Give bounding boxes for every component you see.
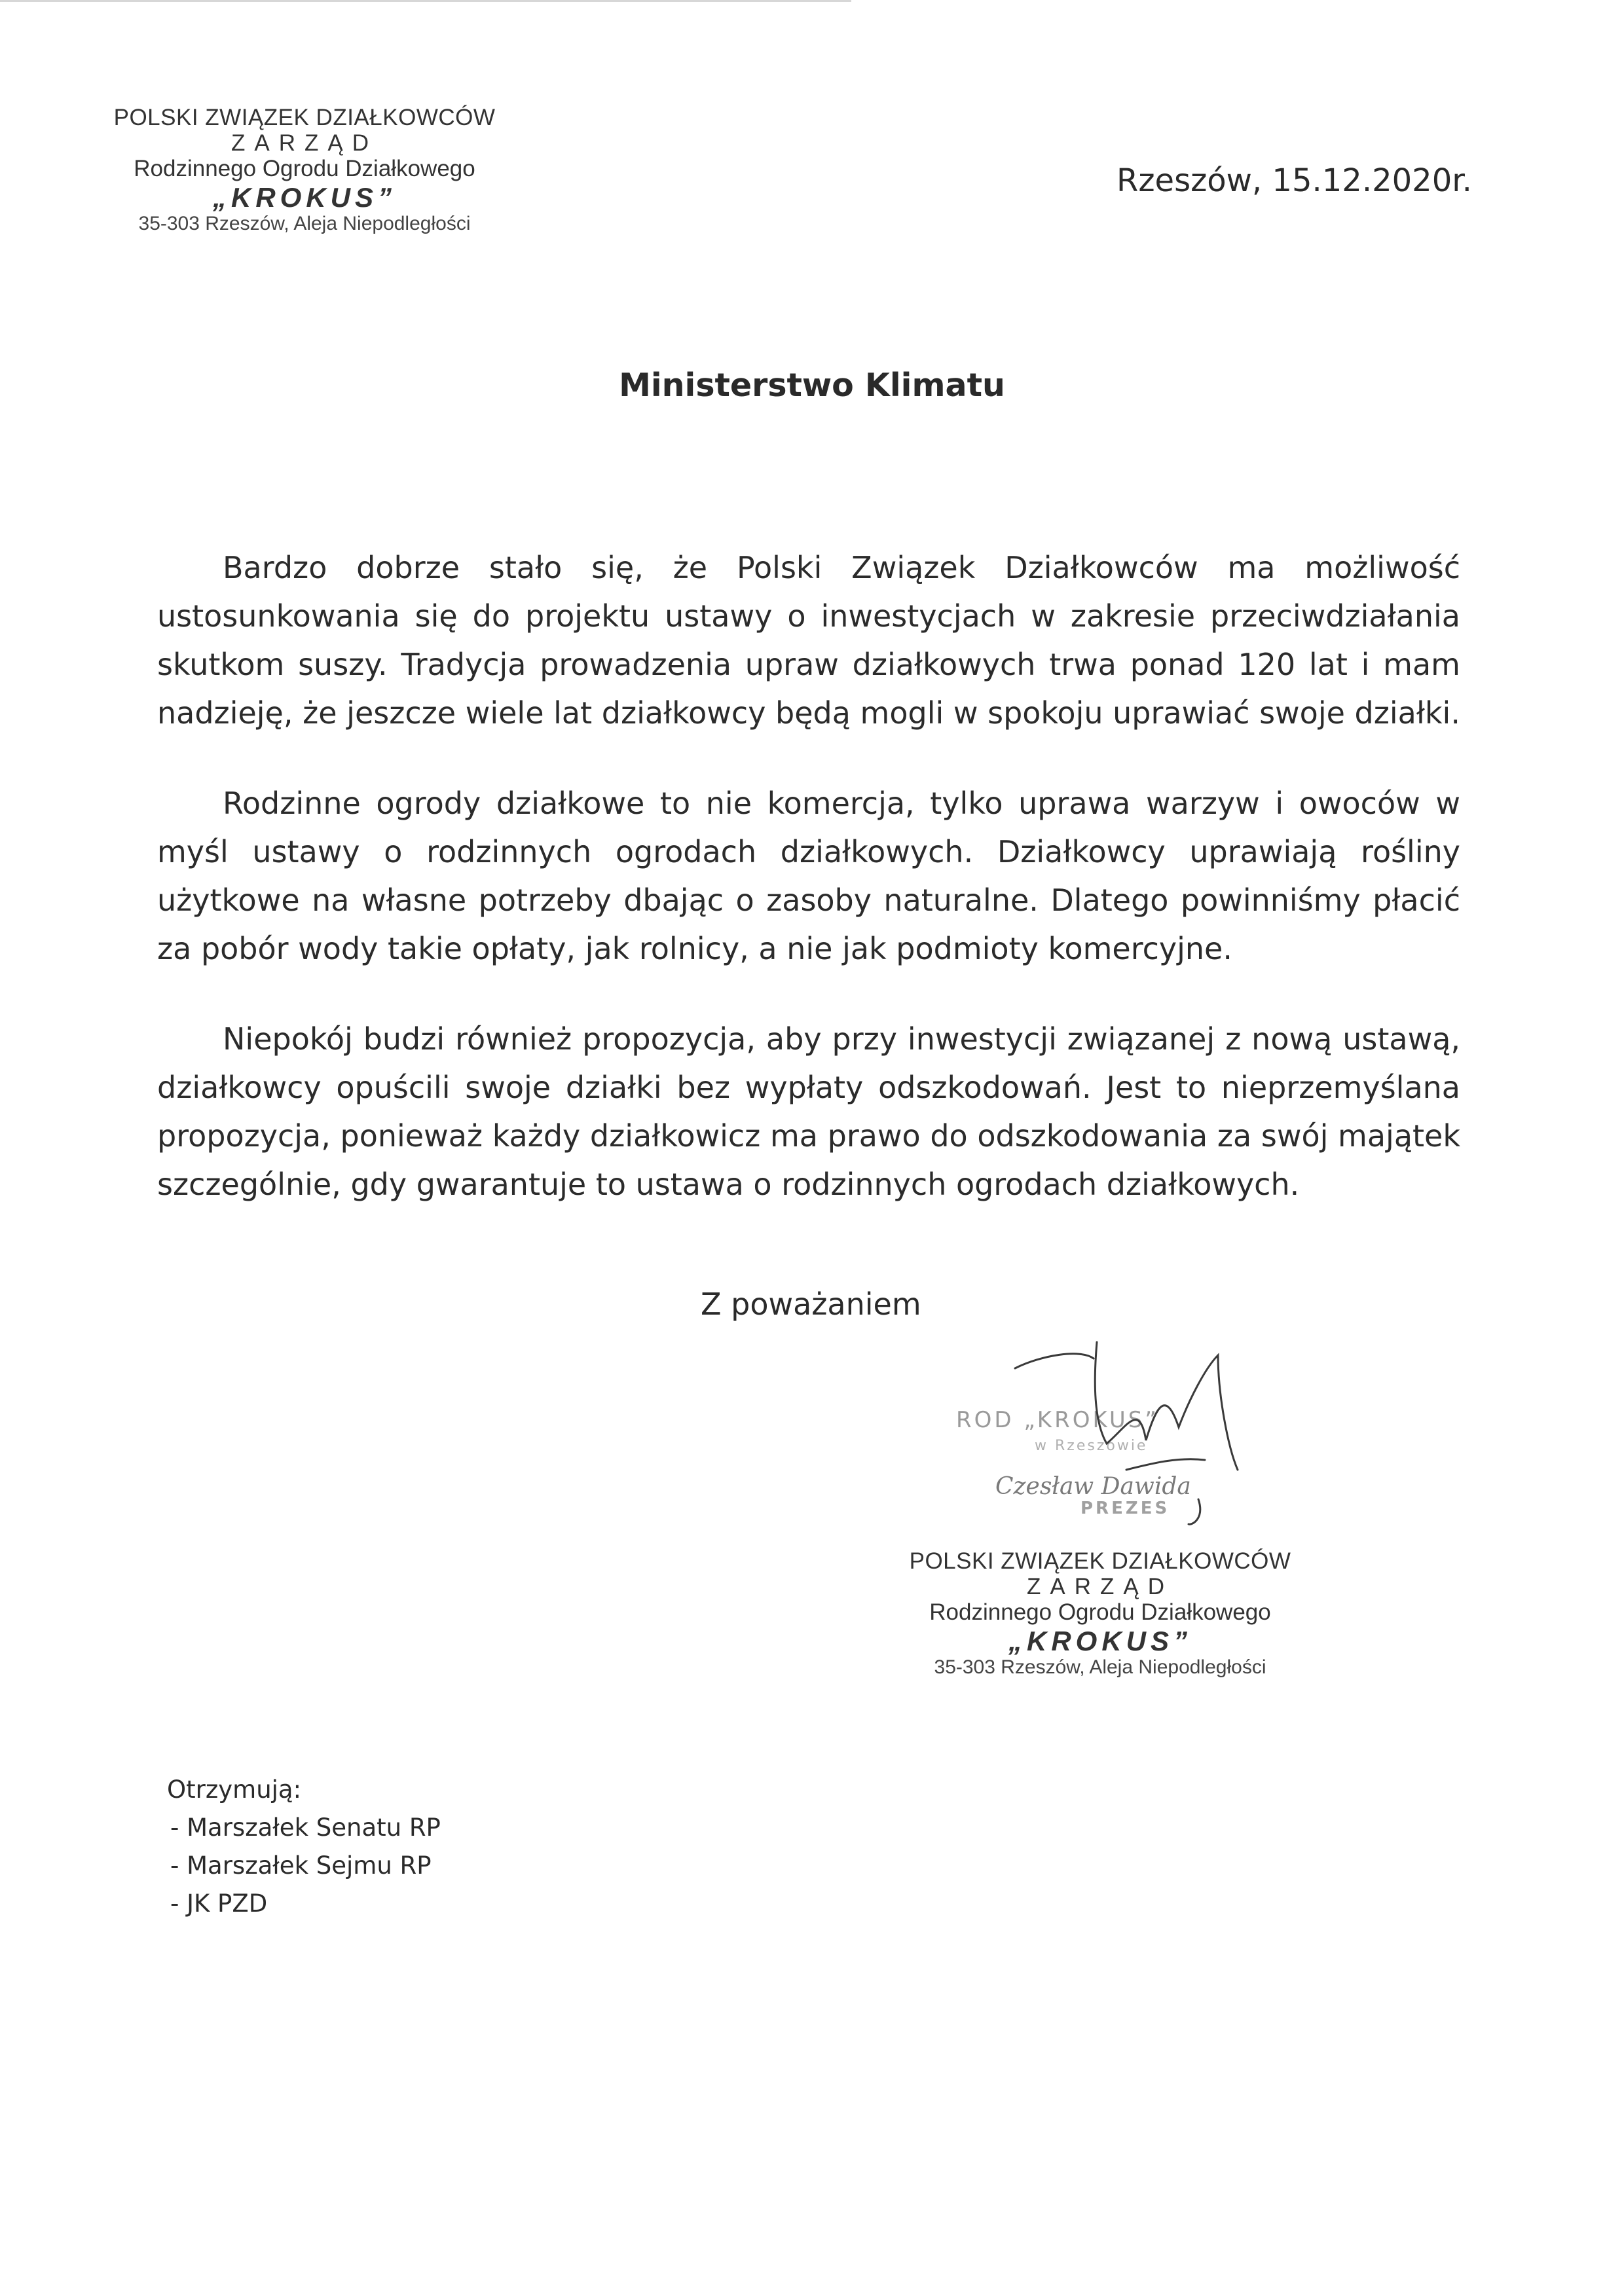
closing: Z poważaniem xyxy=(701,1286,921,1322)
stamp-garden-type: Rodzinnego Ogrodu Działkowego xyxy=(929,1599,1271,1626)
letter-paragraph-3 xyxy=(157,1015,1460,1209)
recipient: Ministerstwo Klimatu xyxy=(619,367,1005,404)
header-stamp xyxy=(108,105,501,234)
stamp-garden-type: Rodzinnego Ogrodu Działkowego xyxy=(134,156,475,182)
stamp-garden-name: „KROKUS” xyxy=(212,181,396,213)
stamp-address: 35-303 Rzeszów, Aleja Niepodległości xyxy=(138,212,471,234)
list-item: - JK PZD xyxy=(170,1889,268,1918)
copy-recipients-list xyxy=(167,1809,441,1923)
letter-paragraph-1 xyxy=(157,543,1460,737)
stamp-board: ZARZĄD xyxy=(231,130,378,156)
signature-stamp xyxy=(930,1329,1270,1525)
copy-recipients-label: Otrzymują: xyxy=(167,1776,302,1804)
letter-date: Rzeszów, 15.12.2020r. xyxy=(1116,162,1472,199)
list-item: - Marszałek Senatu RP xyxy=(170,1813,441,1842)
letter-paragraph-2 xyxy=(157,779,1460,973)
signature-stamp-org: ROD „KROKUS” xyxy=(956,1407,1159,1433)
stamp-org-name: POLSKI ZWIĄZEK DZIAŁKOWCÓW xyxy=(909,1548,1291,1574)
copy-recipients xyxy=(167,1771,441,1923)
stamp-address: 35-303 Rzeszów, Aleja Niepodległości xyxy=(934,1656,1266,1678)
list-item: - Marszałek Sejmu RP xyxy=(170,1851,432,1880)
stamp-org-name: POLSKI ZWIĄZEK DZIAŁKOWCÓW xyxy=(113,105,496,130)
scan-edge-line xyxy=(0,0,851,2)
paragraph-text: Niepokój budzi również propozycja, aby przy inwestycji związanej z nową ustawą, działkowcy opuścili swoje działki bez wypłaty odszkodowań. Jest to nieprzemyślana propozycja, ponieważ każdy działkowicz ma prawo do odszkodowania za swój majątek szczególnie, gdy gwarantuje to ustawa o rodzinnych ogrodach działkowych. xyxy=(157,1021,1460,1202)
paragraph-text: Rodzinne ogrody działkowe to nie komercja, tylko uprawa warzyw i owoców w myśl ustawy o rodzinnych ogrodach działkowych. Działkowcy uprawiają rośliny użytkowe na własne potrzeby dbając o zasoby naturalne. Dlatego powinniśmy płacić za pobór wody takie opłaty, jak rolnicy, a nie jak podmioty komercyjne. xyxy=(157,786,1460,966)
signature-stamp-name: Czesław Dawida xyxy=(995,1473,1191,1500)
stamp-board: ZARZĄD xyxy=(1027,1574,1173,1600)
signature-stamp-city: w Rzeszowie xyxy=(1035,1438,1148,1454)
signature-stamp-role: PREZES xyxy=(1080,1499,1170,1518)
footer-stamp xyxy=(904,1548,1297,1678)
paragraph-text: Bardzo dobrze stało się, że Polski Związek Działkowców ma możliwość ustosunkowania się do projektu ustawy o inwestycjach w zakresie przeciwdziałania skutkom suszy. Tradycja prowadzenia upraw działkowych trwa ponad 120 lat i mam nadzieję, że jeszcze wiele lat działkowcy będą mogli w spokoju uprawiać swoje działki. xyxy=(157,550,1460,731)
stamp-garden-name: „KROKUS” xyxy=(1008,1625,1192,1656)
